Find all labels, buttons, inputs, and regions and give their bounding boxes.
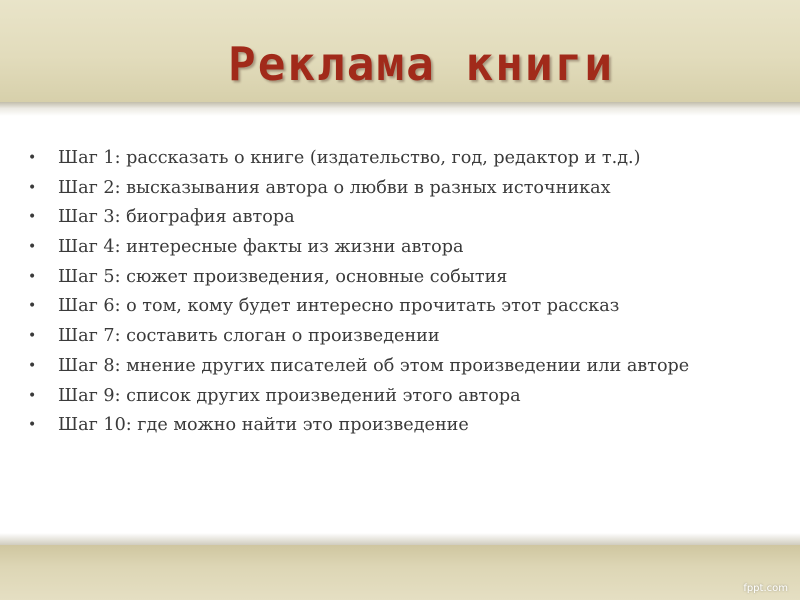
list-item	[24, 174, 794, 204]
watermark: fppt.com	[743, 583, 788, 594]
footer-band-shadow	[0, 533, 800, 545]
bullet-icon: •	[28, 357, 37, 374]
step-text: Шаг 10: где можно найти это произведение	[58, 415, 469, 436]
list-item	[24, 411, 794, 441]
header-band-shadow	[0, 102, 800, 116]
step-text: Шаг 3: биография автора	[58, 207, 295, 228]
list-item	[24, 233, 794, 263]
list-item	[24, 352, 794, 382]
step-text: Шаг 9: список других произведений этого автора	[58, 385, 521, 406]
list-item	[24, 203, 794, 233]
step-text: Шаг 1: рассказать о книге (издательство, год, редактор и т.д.)	[58, 148, 641, 168]
bullet-icon: •	[28, 239, 37, 256]
bullet-icon: •	[28, 298, 37, 315]
step-text: Шаг 8: мнение других писателей об этом произведении или авторе	[58, 355, 690, 376]
step-text: Шаг 2: высказывания автора о любви в разных источниках	[58, 177, 611, 198]
step-text: Шаг 4: интересные факты из жизни автора	[58, 237, 464, 258]
list-item	[24, 292, 794, 322]
bullet-icon: •	[28, 179, 37, 196]
list-item	[24, 144, 794, 174]
step-text: Шаг 7: составить слоган о произведении	[58, 326, 440, 347]
bullet-icon: •	[28, 268, 37, 285]
bullet-icon: •	[28, 417, 37, 434]
bullet-icon: •	[28, 150, 37, 166]
list-item	[24, 263, 794, 293]
list-item	[24, 322, 794, 352]
slide-title: Реклама книги	[228, 37, 615, 91]
list-item	[24, 382, 794, 412]
step-text: Шаг 5: сюжет произведения, основные события	[58, 266, 508, 287]
step-text: Шаг 6: о том, кому будет интересно прочитать этот рассказ	[58, 296, 620, 317]
footer-band	[0, 545, 800, 600]
steps-list	[24, 144, 794, 441]
bullet-icon: •	[28, 328, 37, 345]
bullet-icon: •	[28, 209, 37, 226]
bullet-icon: •	[28, 387, 37, 404]
